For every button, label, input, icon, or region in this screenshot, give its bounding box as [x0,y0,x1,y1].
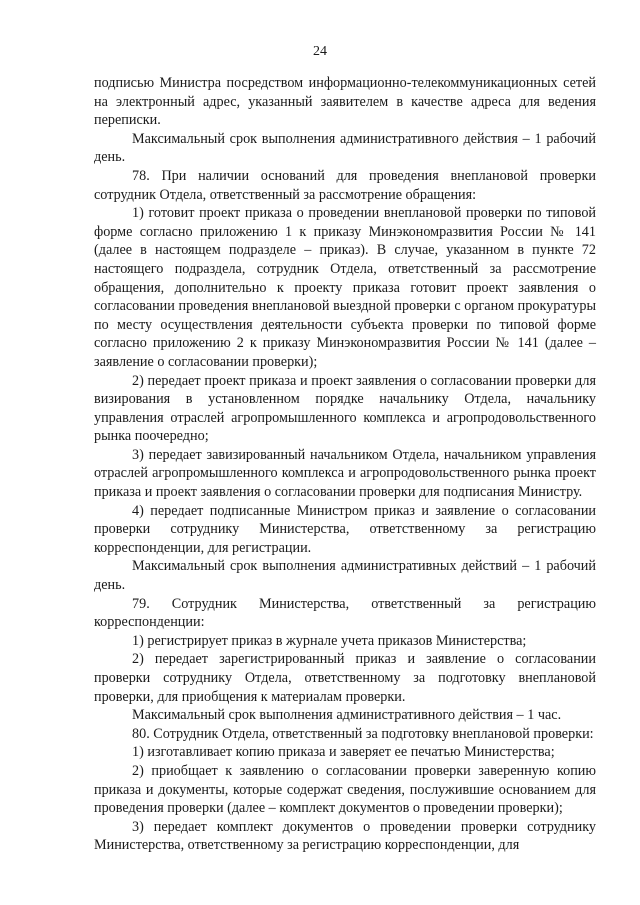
paragraph-item-78: 78. При наличии оснований для проведения внеплановой проверки сотрудник Отдела, ответственный за рассмотрение обращения: [94,167,596,203]
paragraph-item-79: 79. Сотрудник Министерства, ответственный за регистрацию корреспонденции: [94,595,596,631]
paragraph: Максимальный срок выполнения административного действия – 1 рабочий день. [94,130,596,166]
paragraph-78-3: 3) передает завизированный начальником Отдела, начальником управления отраслей агропромышленного комплекса и агропродовольственного рынка проект приказа и проект заявления о согласовании проверки для подписания Министру. [94,446,596,501]
paragraph-item-80: 80. Сотрудник Отдела, ответственный за подготовку внеплановой проверки: [132,725,594,742]
paragraph: Максимальный срок выполнения административного действия – 1 час. [132,707,562,724]
paragraph-80-3: 3) передает комплект документов о проведении проверки сотруднику Министерства, ответственному за регистрацию корреспонденции, для [94,818,596,854]
page-number: 24 [313,44,327,59]
paragraph-78-1: 1) готовит проект приказа о проведении внеплановой проверки по типовой форме согласно приложению 1 к приказу Минэкономразвития России № 141 (далее в настоящем подразделе – приказ). В случае, указанном в пункте 72 настоящего подраздела, сотрудник Отдела, ответственный за рассмотрение обращения, дополнительно к проекту приказа готовит проект заявления о согласовании проведения внеплановой выездной проверки с органом прокуратуры по месту осуществления деятельности субъекта проверки по типовой форме согласно приложению 2 к приказу Минэкономразвития России № 141 (далее – заявление о согласовании проверки); [94,205,596,370]
paragraph-80-2: 2) приобщает к заявлению о согласовании проверки заверенную копию приказа и документы, которые содержат сведения, послужившие основанием для проведения проверки (далее – комплект документов о проведении проверки); [94,762,596,817]
document-body [94,74,596,855]
paragraph-78-2: 2) передает проект приказа и проект заявления о согласовании проверки для визирования в установленном порядке начальнику Отдела, начальнику управления отраслей агропромышленного комплекса и агропродовольственного рынка поочередно; [94,372,596,445]
paragraph-79-2: 2) передает зарегистрированный приказ и заявление о согласовании проверки сотруднику Отдела, ответственному за подготовку внеплановой проверки, для приобщения к материалам проверки. [94,651,596,705]
paragraph-78-4: 4) передает подписанные Министром приказ и заявление о согласовании проверки сотруднику Министерства, ответственному за регистрацию корреспонденции, для регистрации. [94,502,596,556]
paragraph-continued: подписью Министра посредством информационно-телекоммуникационных сетей на электронный адрес, указанный заявителем в качестве адреса для ведения переписки. [94,75,596,129]
paragraph: Максимальный срок выполнения административных действий – 1 рабочий день. [94,558,596,594]
paragraph-79-1: 1) регистрирует приказ в журнале учета приказов Министерства; [132,632,527,649]
paragraph-80-1: 1) изготавливает копию приказа и заверяет ее печатью Министерства; [132,744,555,761]
